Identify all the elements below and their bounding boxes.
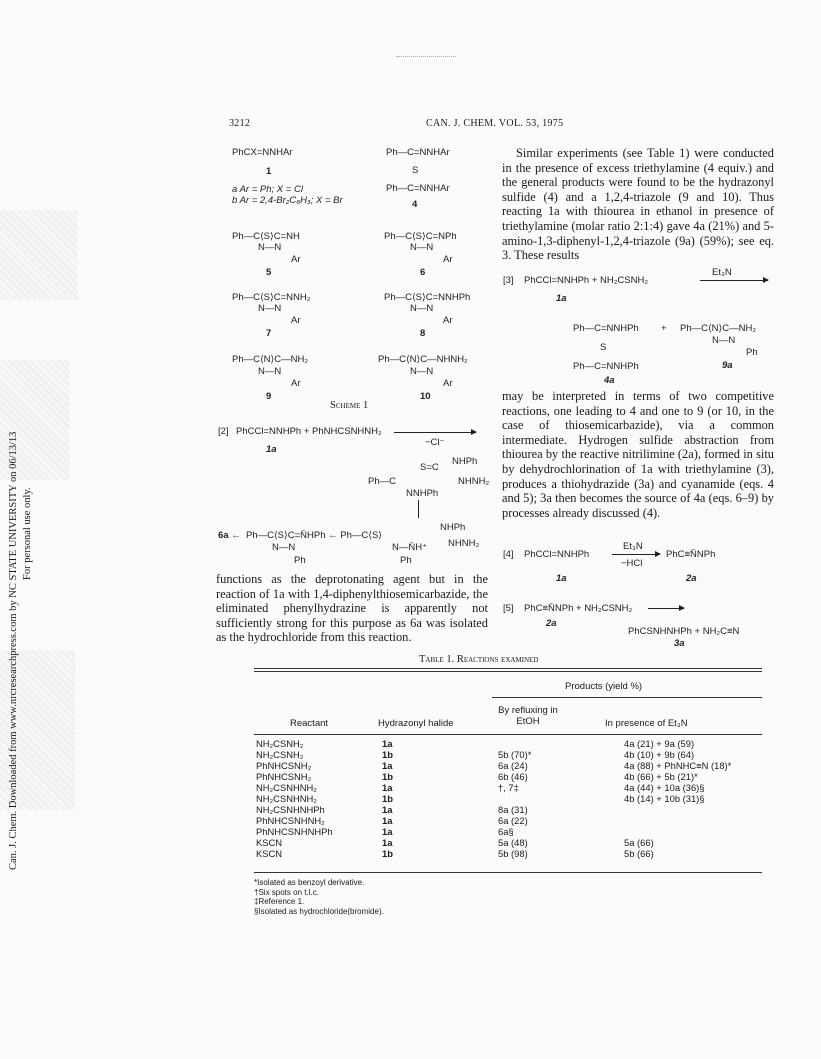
table-cell-et3n: 5b (66) — [624, 848, 654, 859]
table-row — [252, 771, 788, 782]
label-1: 1 — [266, 166, 272, 177]
journal-header: CAN. J. CHEM. VOL. 53, 1975 — [426, 118, 564, 129]
table-cell-reflux — [494, 793, 620, 804]
table-cell-reflux: 5a (48) — [498, 837, 528, 848]
compound-6: Ph—C⟨S⟩C=NPh — [384, 231, 457, 242]
personal-use-note: For personal use only. — [22, 487, 33, 580]
table-cell-reactant: PhNHCSNH₂ — [256, 771, 312, 782]
table-cell-reactant: PhNHCSNH₂ — [256, 760, 312, 771]
scheme-caption: Scheme 1 — [330, 400, 369, 411]
eq2-int-nnhph: NNHPh — [406, 488, 439, 499]
table-footnotes — [254, 878, 384, 916]
label-6: 6 — [420, 267, 426, 278]
table-cell-halide: 1a — [382, 782, 393, 793]
download-note: Can. J. Chem. Downloaded from www.nrcresearchpress.com by NC STATE UNIVERSITY on 06/13/13 — [8, 431, 19, 870]
table-cell-et3n: 4b (10) + 9b (64) — [624, 749, 695, 760]
eq3-p2-ph: Ph — [746, 347, 758, 358]
eq3-label-1a: 1a — [556, 293, 567, 304]
right-paragraph-2: may be interpreted in terms of two competitive reactions, one leading to 4 and one to 9 (or 10, in the case of thiosemicarbazide), via a common intermediate. Hydrogen sulfide abstraction from thiourea by the reactive nitrilimine (2a), formed in situ by dehydrochlorination of 1a with triethylamine (3), produces a thiohydrazide (3a) and cyanamide (eqs. 4 and 5); 3a then becomes the source of 4a (eqs. 6–9) by processes already discussed (4). — [502, 389, 774, 520]
compound-9-ar: Ar — [291, 378, 301, 389]
eq3-p2: Ph—C⟨N⟩C—NH₂ — [680, 323, 757, 334]
footnote: †Six spots on t.l.c. — [254, 887, 319, 897]
eq4-l2: 2a — [686, 573, 697, 584]
col-header-reflux: By refluxing in EtOH — [498, 705, 558, 727]
compound-4-bot: Ph—C=NNHAr — [386, 183, 450, 194]
table-cell-reflux: 6a (22) — [498, 815, 528, 826]
label-9: 9 — [266, 391, 272, 402]
table-cell-halide: 1a — [382, 837, 393, 848]
compound-10-ar: Ar — [443, 378, 453, 389]
eq3-label-9a: 9a — [722, 360, 733, 371]
compound-1: PhCX=NNHAr — [232, 147, 293, 158]
table-row — [252, 749, 788, 760]
table-row — [252, 804, 788, 815]
eq4-right: PhC≡N̄NPh — [666, 549, 716, 560]
col-header-halide: Hydrazonyl halide — [378, 718, 454, 729]
table-cell-halide: 1a — [382, 738, 393, 749]
table-cell-et3n: 4a (88) + PhNHC≡N (18)* — [624, 760, 732, 771]
compound-4-top: Ph—C=NNHAr — [386, 147, 450, 158]
eq2-prod-nhnh2: NHNH₂ — [448, 538, 480, 549]
eq2-int-sc: S=C — [420, 462, 439, 473]
table-cell-reactant: NH₂CSNHNH₂ — [256, 782, 317, 793]
eq2-label-1a: 1a — [266, 444, 277, 455]
eq3-p1-bot: Ph—C=NNHPh — [573, 361, 639, 372]
compound-5-ar: Ar — [291, 254, 301, 265]
eq5-l3: 3a — [674, 638, 685, 649]
right-paragraph-1: Similar experiments (see Table 1) were conducted in the presence of excess triethylamine (4 equiv.) and the general products were found to be the hydrazonyl sulfide (4) and a 1,2,4-triazole (9 and 10). Thus reacting 1a with thiourea in ethanol in presence of triethylamine (molar ratio 2:1:4) gave 4a (21%) and 5-amino-1,3-diphenyl-1,2,4-triazole (9a) (59%); see eq. 3. These results — [502, 146, 774, 263]
eq2-below-arrow: −Cl⁻ — [425, 437, 445, 448]
table-cell-et3n: 4b (14) + 10b (31)§ — [624, 793, 705, 804]
eq4-above: Et₃N — [623, 541, 643, 552]
eq3-p1-s: S — [600, 342, 607, 353]
eq2-label: [2] — [218, 426, 229, 437]
eq2-int-nhnh2: NHNH₂ — [458, 476, 490, 487]
compound-5: Ph—C⟨S⟩C=NH — [232, 231, 300, 242]
table-cell-reflux: 6b (46) — [498, 771, 528, 782]
table-cell-halide: 1b — [382, 771, 393, 782]
table-cell-reactant: PhNHCSNHNH₂ — [256, 815, 325, 826]
compound-10-ring: N—N — [410, 366, 434, 377]
compound-8: Ph—C⟨S⟩C=NNHPh — [384, 292, 471, 303]
compound-6-ring: N—N — [410, 242, 434, 253]
compound-5-ring: N—N — [258, 242, 282, 253]
eq2-prod-ring: Ph—C⟨S⟩C=N̄HPh ← Ph—C⟨S⟩ — [246, 530, 382, 541]
reactions-table — [252, 738, 788, 859]
eq3-p2-ring: N—N — [712, 335, 736, 346]
footnote: *Isolated as benzoyl derivative. — [254, 878, 365, 887]
compound-10: Ph—C⟨N⟩C—NHNH₂ — [378, 354, 468, 365]
page-number: 3212 — [229, 118, 251, 129]
col-header-reactant: Reactant — [290, 718, 329, 729]
eq2-prod-ph: Ph — [294, 555, 306, 566]
table-cell-reactant: NH₂CSNHNHPh — [256, 804, 325, 815]
download-watermark — [2, 150, 42, 870]
table-row — [252, 793, 788, 804]
eq3-above-arrow: Et₃N — [712, 267, 732, 278]
scan-dots — [396, 56, 456, 57]
table-header-rule — [254, 734, 762, 735]
table-cell-halide: 1a — [382, 760, 393, 771]
compound-8-ring: N—N — [410, 303, 434, 314]
table-cell-reactant: KSCN — [256, 848, 283, 859]
eq2-int-ph: Ph—C — [368, 476, 396, 487]
defs-b: b Ar = 2,4-Br₂C₆H₃; X = Br — [232, 195, 343, 206]
eq4-label: [4] — [503, 549, 514, 560]
eq5-label: [5] — [503, 603, 514, 614]
table-cell-et3n — [620, 815, 788, 826]
table-row — [252, 815, 788, 826]
table-cell-halide: 1b — [382, 749, 393, 760]
table-cell-reflux: 5b (70)* — [498, 749, 532, 760]
footnote: ‡Reference 1. — [254, 897, 305, 906]
eq2-arrow — [394, 432, 476, 433]
table-row — [252, 760, 788, 771]
eq2-int-nhph: NHPh — [452, 456, 478, 467]
table-cell-et3n: 4a (44) + 10a (36)§ — [624, 782, 705, 793]
table-cell-reflux: 5b (98) — [498, 848, 528, 859]
eq2-prod-nn: N—N — [272, 542, 296, 553]
table-cell-halide: 1b — [382, 793, 393, 804]
table-cell-reactant: NH₂CSNH₂ — [256, 738, 304, 749]
table-cell-et3n: 4b (66) + 5b (21)* — [624, 771, 698, 782]
eq4-l1: 1a — [556, 573, 567, 584]
table-cell-et3n — [620, 826, 788, 837]
table-cell-et3n: 4a (21) + 9a (59) — [624, 738, 695, 749]
eq2-prod-6a: 6a ← — [218, 530, 241, 541]
label-4: 4 — [412, 199, 418, 210]
compound-7-ring: N—N — [258, 303, 282, 314]
eq2-prod-ph2: Ph — [400, 555, 412, 566]
table-group-rule — [492, 697, 762, 698]
eq4-arrow — [612, 554, 660, 555]
table-cell-reflux: †, 7‡ — [498, 782, 519, 793]
table-cell-reactant: NH₂CSNHNH₂ — [256, 793, 317, 804]
table-cell-halide: 1a — [382, 815, 393, 826]
table-cell-reactant: NH₂CSNH₂ — [256, 749, 304, 760]
eq5-left: PhC≡N̄NPh + NH₂CSNH₂ — [524, 603, 633, 614]
eq5-arrow — [648, 608, 684, 609]
table-top-rule-2 — [254, 671, 762, 672]
table-row — [252, 848, 788, 859]
label-7: 7 — [266, 328, 272, 339]
table-cell-reflux: 6a (24) — [498, 760, 528, 771]
table-row — [252, 837, 788, 848]
compound-7-ar: Ar — [291, 315, 301, 326]
label-10: 10 — [420, 391, 431, 402]
table-row — [252, 826, 788, 837]
eq3-arrow — [700, 280, 768, 281]
compound-6-ar: Ar — [443, 254, 453, 265]
table-cell-halide: 1a — [382, 804, 393, 815]
eq4-below: −HCl — [621, 558, 643, 569]
table-cell-reactant: KSCN — [256, 837, 283, 848]
defs-a: a Ar = Ph; X = Cl — [232, 184, 303, 195]
eq5-l2: 2a — [546, 618, 557, 629]
table-cell-reflux — [494, 738, 620, 749]
eq2-reaction: PhCCl=NNHPh + PhNHCSNHNH₂ — [236, 426, 382, 437]
table-cell-reflux: 8a (31) — [498, 804, 528, 815]
eq3-reaction: PhCCl=NNHPh + NH₂CSNH₂ — [524, 275, 649, 286]
col-header-et3n: In presence of Et₃N — [605, 718, 688, 729]
eq2-down-arrow — [418, 500, 419, 518]
compound-9: Ph—C⟨N⟩C—NH₂ — [232, 354, 309, 365]
table-row — [252, 782, 788, 793]
eq2-prod-nn2: N—N̄H⁺ — [392, 542, 428, 553]
table-group-header: Products (yield %) — [565, 681, 643, 692]
eq3-p1-top: Ph—C=NNHPh — [573, 323, 639, 334]
table-cell-et3n — [620, 804, 788, 815]
table-cell-et3n: 5a (66) — [624, 837, 654, 848]
table-top-rule — [254, 668, 762, 669]
left-paragraph: functions as the deprotonating agent but in the reaction of 1a with 1,4-diphenylthiosemicarbazide, the eliminated phenylhydrazine is apparently not sufficiently strong for this purpose as 6a was isolated as the hydrochloride from this reaction. — [216, 572, 488, 645]
eq2-prod-nhph: NHPh — [440, 522, 466, 533]
eq3-plus: + — [661, 323, 667, 334]
table-cell-reactant: PhNHCSNHNHPh — [256, 826, 333, 837]
compound-8-ar: Ar — [443, 315, 453, 326]
compound-4-s: S — [412, 165, 419, 176]
table-bottom-rule — [254, 872, 762, 873]
table-caption: Table 1. Reactions examined — [419, 654, 539, 665]
footnote: §Isolated as hydrochloride(bromide). — [254, 906, 384, 916]
eq3-label: [3] — [503, 275, 514, 286]
label-5: 5 — [266, 267, 272, 278]
table-cell-halide: 1a — [382, 826, 393, 837]
label-8: 8 — [420, 328, 426, 339]
table-cell-reflux: 6a§ — [498, 826, 514, 837]
compound-7: Ph—C⟨S⟩C=NNH₂ — [232, 292, 311, 303]
table-cell-halide: 1b — [382, 848, 393, 859]
compound-9-ring: N—N — [258, 366, 282, 377]
eq4-left: PhCCl=NNHPh — [524, 549, 590, 560]
eq3-label-4a: 4a — [604, 375, 615, 386]
table-row — [252, 738, 788, 749]
eq5-right: PhCSNHNHPh + NH₂C≡N — [628, 626, 740, 637]
